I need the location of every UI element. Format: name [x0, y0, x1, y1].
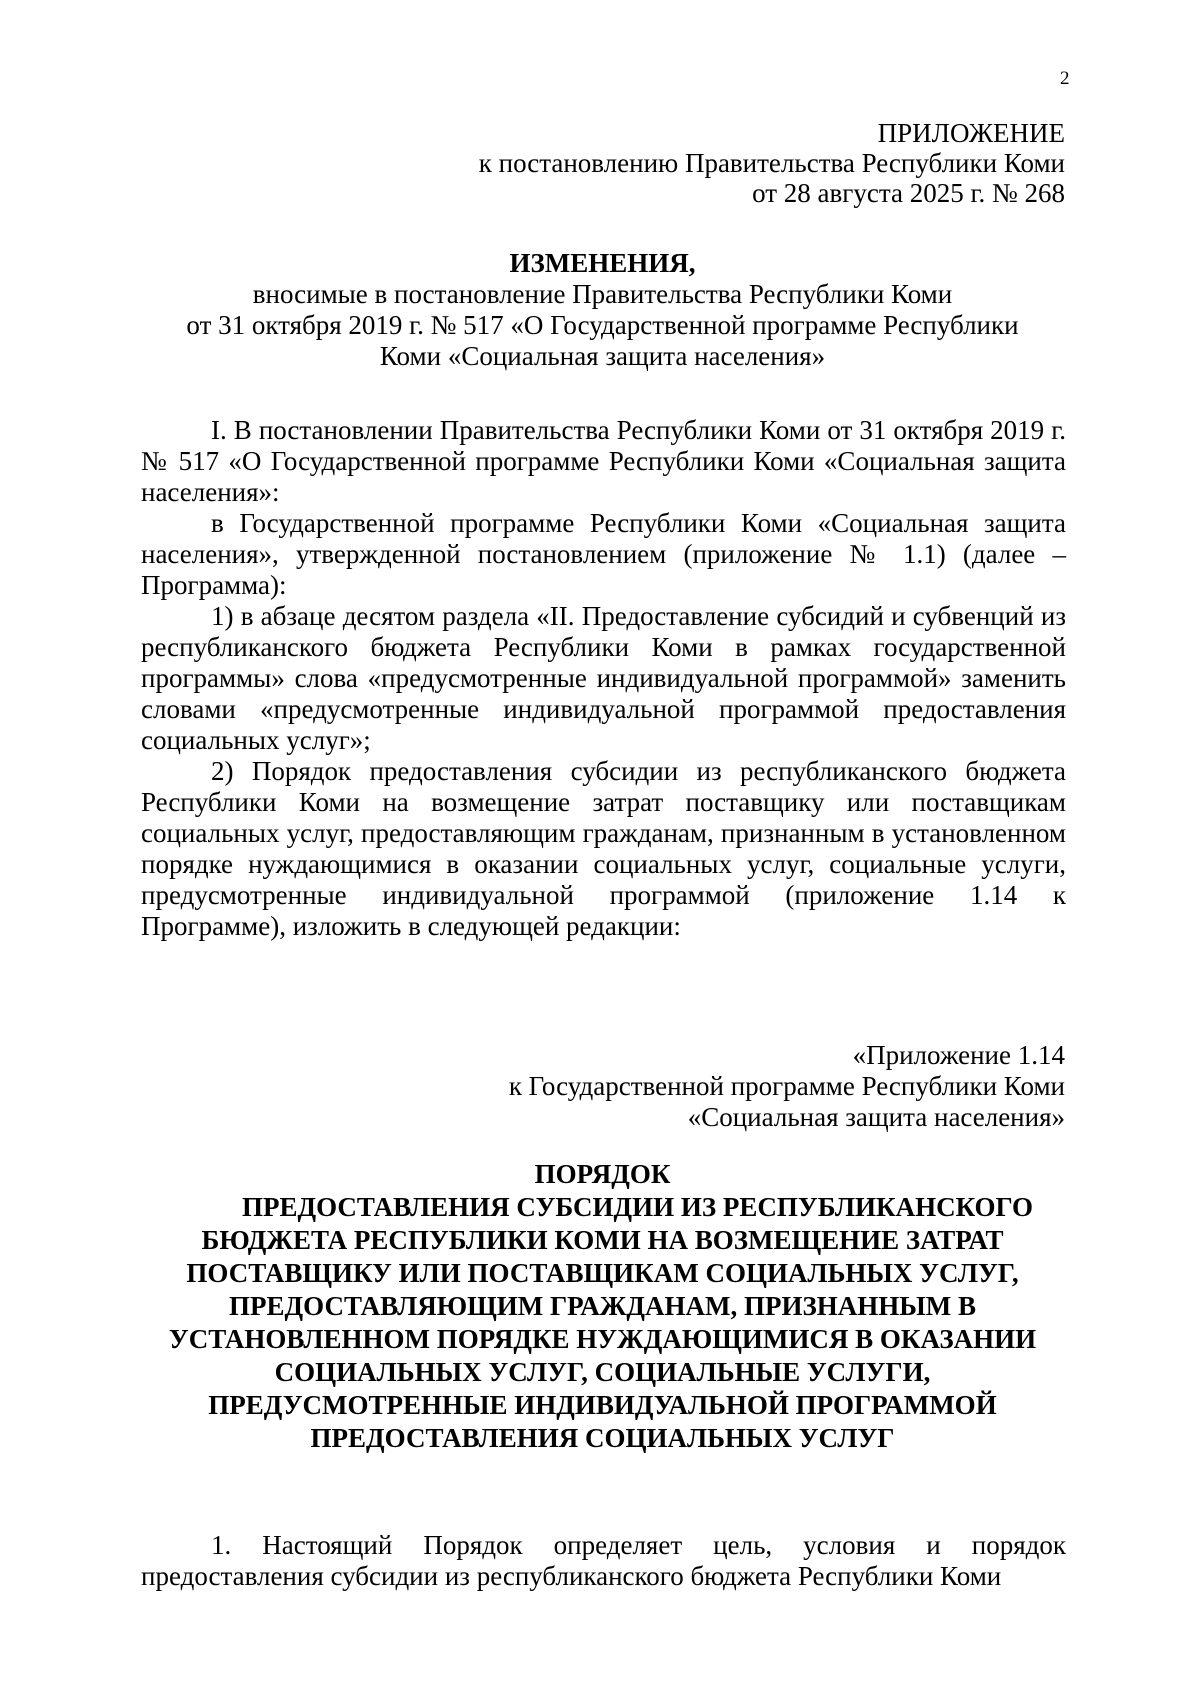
order-title-line: УСТАНОВЛЕННОМ ПОРЯДКЕ НУЖДАЮЩИМИСЯ В ОКАЗАНИИ	[168, 1324, 1037, 1354]
annex-program: «Социальная защита населения»	[687, 1102, 1065, 1132]
body-paragraph: 2) Порядок предоставления субсидии из республиканского бюджета Республики Коми на возмещение затрат поставщику или поставщикам социальных услуг, предоставляющим гражданам, признанным в установленном порядке нуждающимися в оказании социальных услуг, социальные услуги, предусмотренные индивидуальной программой (приложение 1.14 к Программе), изложить в следующей редакции:	[141, 756, 1066, 941]
changes-subtitle-line: от 31 октября 2019 г. № 517 «О Государственной программе Республики	[186, 310, 1019, 340]
changes-subtitle-line: Коми «Социальная защита населения»	[379, 341, 826, 371]
order-title-line: СОЦИАЛЬНЫХ УСЛУГ, СОЦИАЛЬНЫЕ УСЛУГИ,	[274, 1357, 931, 1387]
changes-subtitle-line: вносимые в постановление Правительства Республики Коми	[252, 279, 953, 309]
order-title-line: ПОСТАВЩИКУ ИЛИ ПОСТАВЩИКАМ СОЦИАЛЬНЫХ УСЛУГ,	[186, 1258, 1019, 1288]
appendix-date: от 28 августа 2025 г. № 268	[752, 178, 1065, 208]
annex-label: «Приложение 1.14	[852, 1040, 1065, 1070]
appendix-header	[479, 118, 1065, 208]
body-text	[141, 415, 1066, 942]
appendix-reference: к постановлению Правительства Республики Коми	[478, 148, 1065, 178]
annex-reference: к Государственной программе Республики Коми	[508, 1071, 1065, 1101]
appendix-label: ПРИЛОЖЕНИЕ	[877, 118, 1065, 148]
page-number: 2	[1060, 68, 1070, 89]
order-title-line: ПРЕДУСМОТРЕННЫЕ ИНДИВИДУАЛЬНОЙ ПРОГРАММОЙ	[208, 1390, 997, 1420]
order-title-line: БЮДЖЕТА РЕСПУБЛИКИ КОМИ НА ВОЗМЕЩЕНИЕ ЗАТРАТ	[201, 1225, 1004, 1255]
body-paragraph: в Государственной программе Республики Коми «Социальная защита населения», утвержденной постановлением (приложение № 1.1) (далее – Программа):	[141, 508, 1066, 600]
order-paragraph: 1. Настоящий Порядок определяет цель, условия и порядок предоставления субсидии из республиканского бюджета Республики Коми	[141, 1530, 1066, 1591]
order-title-line: ПРЕДОСТАВЛЯЮЩИМ ГРАЖДАНАМ, ПРИЗНАННЫМ В	[229, 1291, 976, 1321]
changes-heading: ИЗМЕНЕНИЯ,	[509, 248, 696, 278]
body-paragraph: I. В постановлении Правительства Республики Коми от 31 октября 2019 г. № 517 «О Государственной программе Республики Коми «Социальная защита населения»:	[141, 415, 1066, 507]
order-title-block	[140, 1158, 1065, 1455]
order-body-text	[141, 1530, 1066, 1592]
body-paragraph: 1) в абзаце десятом раздела «II. Предоставление субсидий и субвенций из республиканского бюджета Республики Коми в рамках государственной программы» слова «предусмотренные индивидуальной программой» заменить словами «предусмотренные индивидуальной программой предоставления социальных услуг»;	[141, 601, 1066, 755]
order-title-line: ПРЕДОСТАВЛЕНИЯ СОЦИАЛЬНЫХ УСЛУГ	[310, 1423, 895, 1453]
annex-header	[509, 1040, 1065, 1133]
changes-title-block	[140, 248, 1065, 372]
order-title-line: ПРЕДОСТАВЛЕНИЯ СУБСИДИИ ИЗ РЕСПУБЛИКАНСКОГО	[242, 1192, 1033, 1222]
order-heading: ПОРЯДОК	[534, 1159, 671, 1189]
